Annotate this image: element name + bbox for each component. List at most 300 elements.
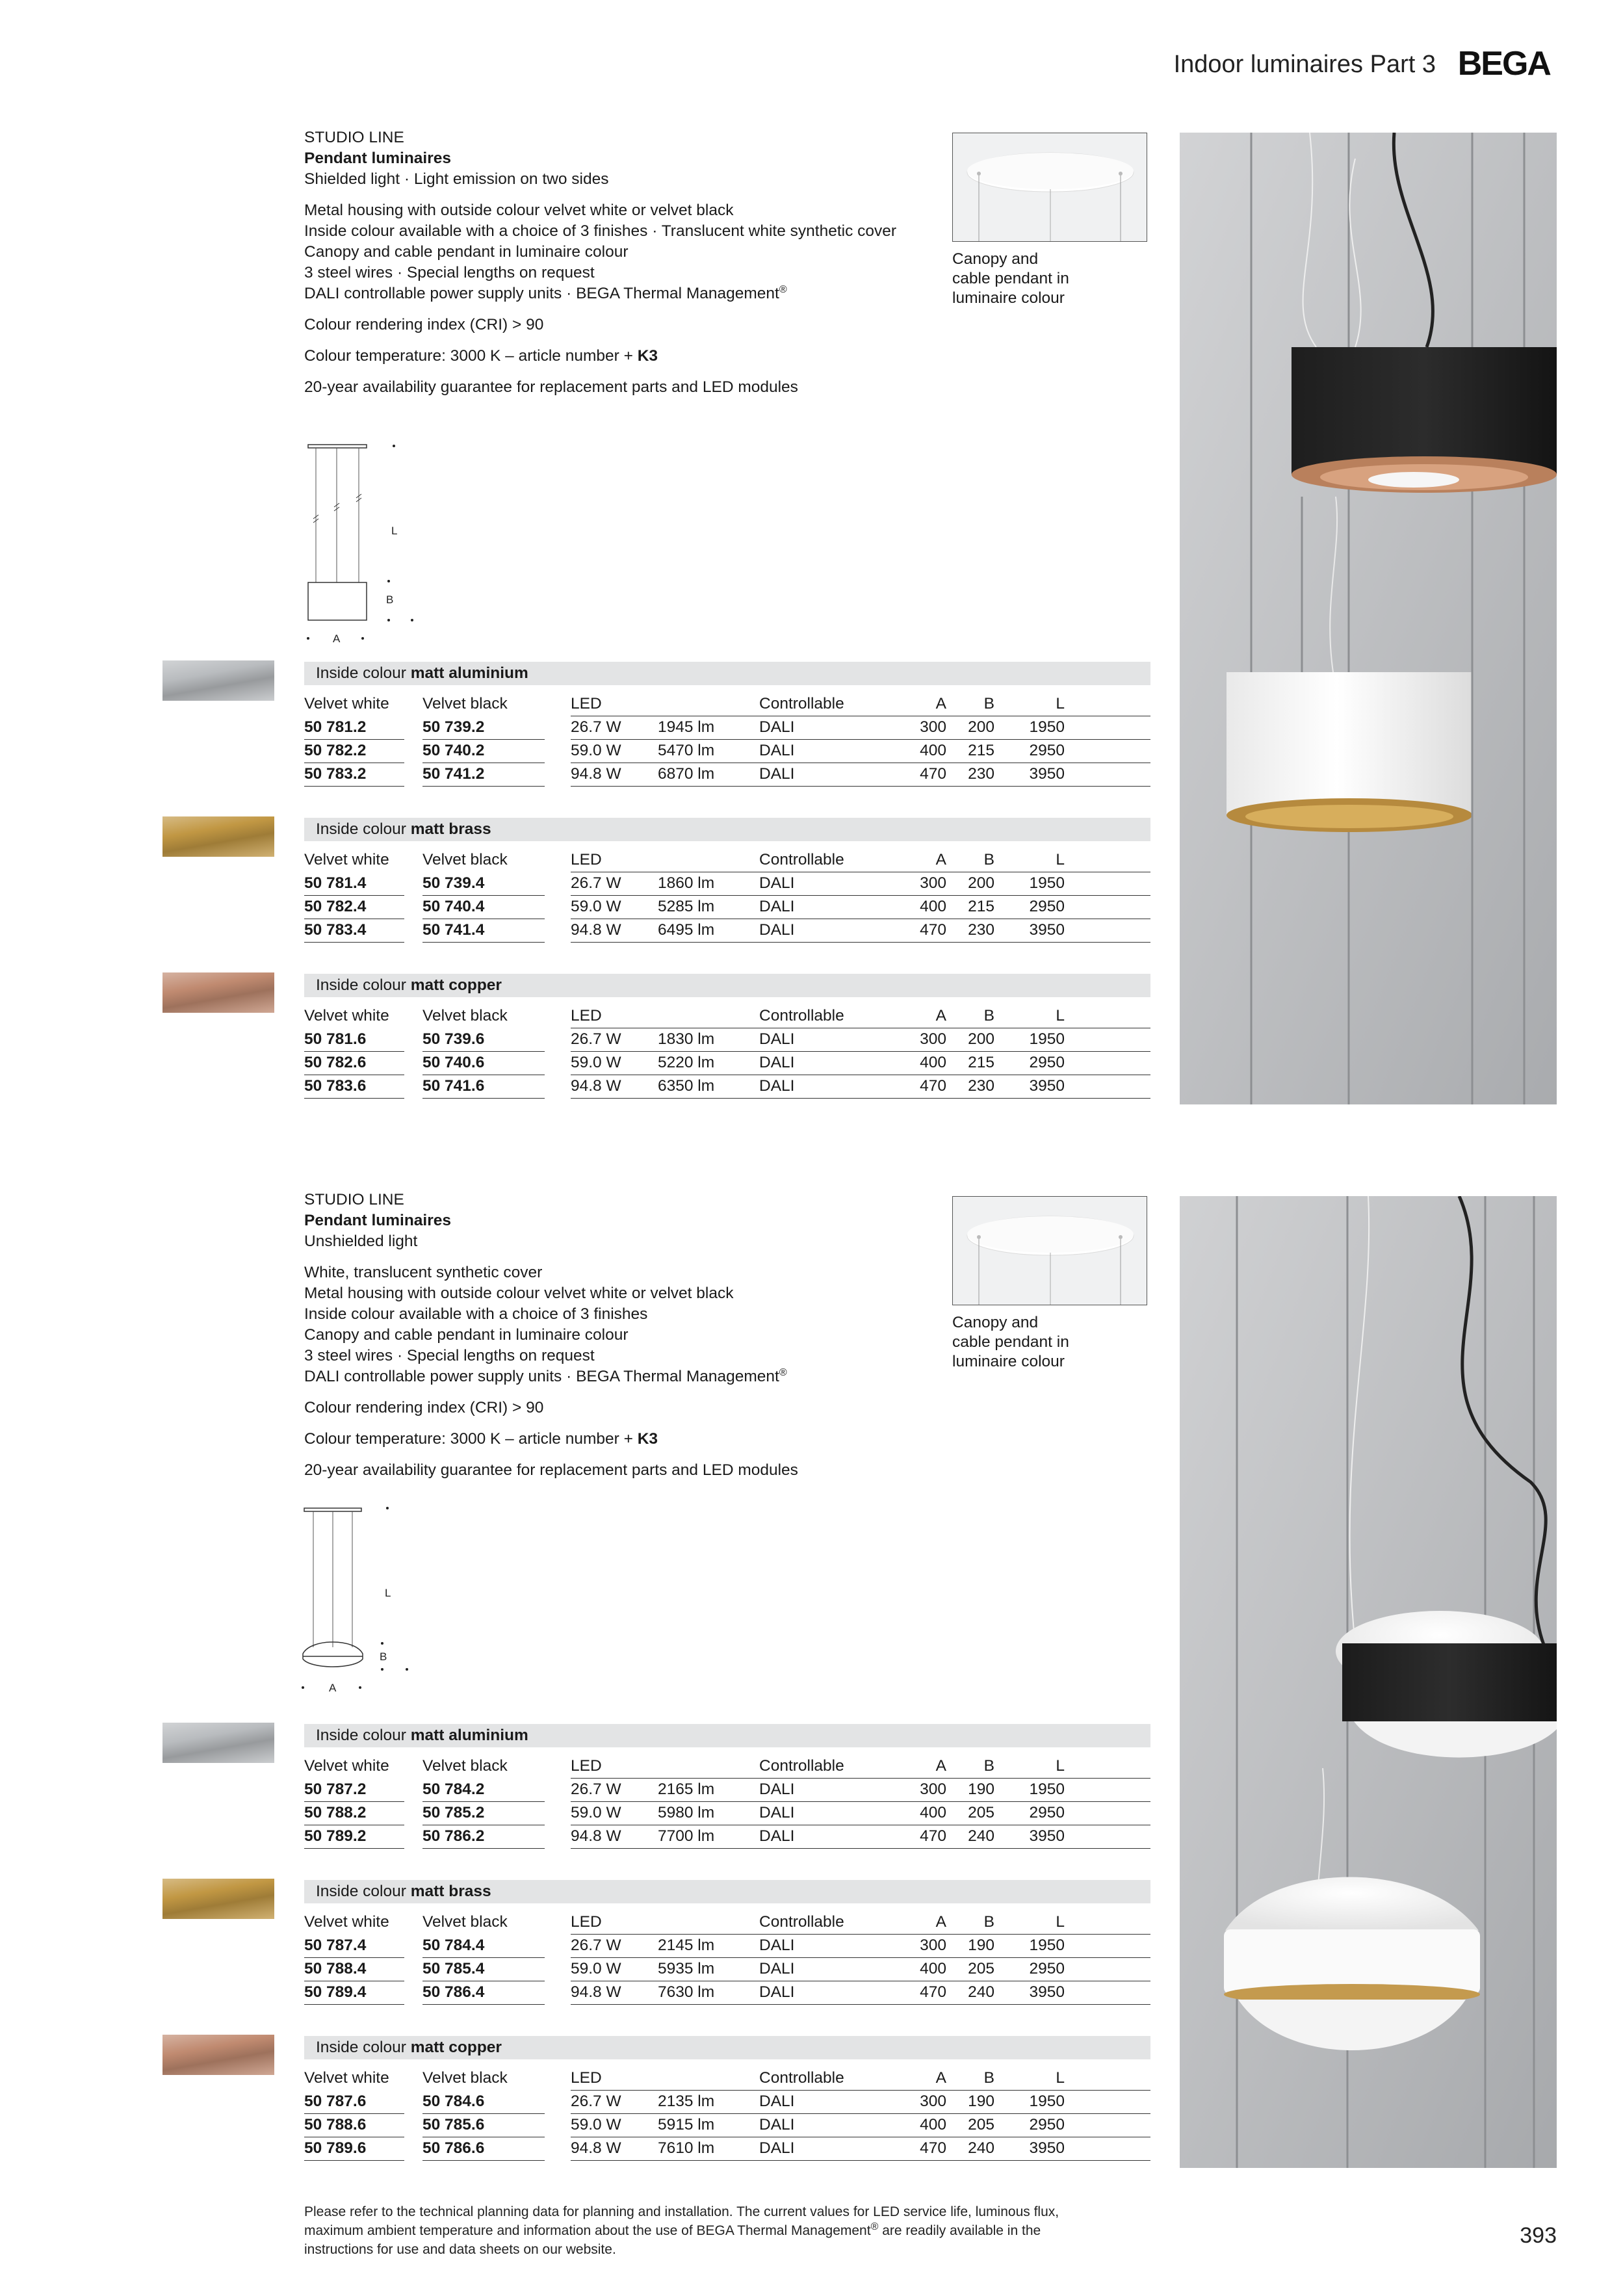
footer-note [304,2202,1169,2259]
table-cell: 50 787.6 [304,2093,367,2110]
caption-line: luminaire colour [952,289,1065,307]
product-type: Pendant luminaires [304,150,452,167]
table-cell: 230 [968,765,994,783]
table-cell: 2165 lm [658,1781,715,1798]
table-cell: 1945 lm [658,718,715,736]
column-header: A [935,1007,946,1024]
product-subtitle: Unshielded light [304,1233,418,1250]
table-cell: DALI [759,742,795,759]
table-cell: 470 [920,921,946,939]
table-cell: 470 [920,1077,946,1095]
product-line-name: STUDIO LINE [304,1191,404,1208]
table-cell: 1860 lm [658,874,715,892]
table-cell: 200 [968,1030,994,1048]
finish-prefix: Inside colour [316,1883,411,1900]
finish-header-bar [304,2036,1150,2059]
table-cell: DALI [759,1827,795,1845]
dimension-label-l: L [385,1587,391,1599]
table-row [304,1028,1150,1052]
table-cell: 50 788.4 [304,1960,367,1977]
finish-header-bar [304,974,1150,997]
canopy-image [952,1196,1147,1305]
table-cell: 205 [968,1804,994,1821]
table-cell: 215 [968,898,994,915]
table-cell: 59.0 W [571,898,621,915]
table-cell: 7630 lm [658,1983,715,2001]
table-cell: 50 739.4 [422,874,485,892]
section1-description [304,127,941,398]
table-row [304,919,1150,943]
table-cell: 94.8 W [571,921,621,939]
table-cell: 400 [920,898,946,915]
row-underline [304,2004,404,2005]
colour-temperature-line: Colour temperature: 3000 K – article number + K3 [304,347,658,365]
table-cell: 50 740.4 [422,898,485,915]
colour-temperature-line: Colour temperature: 3000 K – article number + K3 [304,1430,658,1448]
spec-table [304,662,1150,787]
caption-line: cable pendant in [952,270,1069,287]
table-row [304,740,1150,763]
table-cell: 50 781.6 [304,1030,367,1048]
finish-header-bar [304,818,1150,841]
table-cell: 50 741.4 [422,921,485,939]
table-cell: 50 789.4 [304,1983,367,2001]
table-row [304,1958,1150,1981]
table-cell: 5935 lm [658,1960,715,1977]
table-cell: 5285 lm [658,898,715,915]
column-header: Velvet black [422,1007,508,1024]
product-line-name: STUDIO LINE [304,129,404,146]
spec-table [304,1880,1150,2005]
table-cell: 240 [968,2139,994,2157]
table-cell: 5980 lm [658,1804,715,1821]
table-cell: 26.7 W [571,1781,621,1798]
spec-table [304,818,1150,943]
canopy-caption [952,250,1147,308]
table-cell: DALI [759,2116,795,2133]
table-cell: 190 [968,1937,994,1954]
column-header: Velvet black [422,2069,508,2087]
caption-line: cable pendant in [952,1333,1069,1351]
finish-swatch [162,816,274,857]
table-header-row [304,1755,1150,1779]
finish-swatch [162,660,274,701]
column-header: Velvet black [422,851,508,868]
column-header: Controllable [759,1007,844,1024]
row-underline [571,2160,1150,2161]
table-cell: 300 [920,1781,946,1798]
table-cell: 6350 lm [658,1077,715,1095]
table-cell: 50 786.2 [422,1827,485,1845]
column-header: A [935,695,946,712]
table-cell: 50 785.2 [422,1804,485,1821]
table-cell: 200 [968,874,994,892]
dimension-drawing-unshielded [298,1499,428,1733]
column-header: LED [571,1913,602,1931]
table-cell: 50 786.6 [422,2139,485,2157]
dimension-label-b: B [386,594,394,606]
table-cell: 3950 [1029,1827,1065,1845]
row-underline [304,1848,404,1849]
dimension-label-b: B [380,1650,387,1663]
table-cell: 50 782.6 [304,1054,367,1071]
dimension-label-l: L [391,525,398,537]
table-cell: DALI [759,898,795,915]
table-cell: 50 784.6 [422,2093,485,2110]
catalog-section-title: Indoor luminaires Part 3 [1173,51,1436,78]
table-cell: 50 783.2 [304,765,367,783]
feature-line: Canopy and cable pendant in luminaire colour [304,243,629,261]
table-cell: 2950 [1029,898,1065,915]
table-cell: 50 739.2 [422,718,485,736]
table-row [304,2137,1150,2161]
feature-line: 3 steel wires · Special lengths on request [304,264,595,281]
table-cell: 400 [920,742,946,759]
table-row [304,763,1150,787]
table-cell: 470 [920,765,946,783]
table-cell: 50 781.2 [304,718,367,736]
table-cell: DALI [759,1937,795,1954]
canopy-illustration [953,133,1147,242]
table-cell: 2950 [1029,1054,1065,1071]
canopy-image [952,133,1147,242]
table-cell: 2950 [1029,1960,1065,1977]
table-cell: 26.7 W [571,718,621,736]
feature-line: Canopy and cable pendant in luminaire colour [304,1326,629,1344]
table-cell: 50 788.6 [304,2116,367,2133]
table-cell: 400 [920,2116,946,2133]
table-cell: 6495 lm [658,921,715,939]
table-cell: 300 [920,718,946,736]
table-cell: 50 785.6 [422,2116,485,2133]
table-cell: 1950 [1029,718,1065,736]
column-header: Velvet white [304,1007,389,1024]
table-cell: 3950 [1029,1077,1065,1095]
row-underline [571,1848,1150,1849]
table-cell: 50 739.6 [422,1030,485,1048]
table-cell: 400 [920,1960,946,1977]
table-cell: 50 785.4 [422,1960,485,1977]
table-cell: 3950 [1029,765,1065,783]
table-cell: DALI [759,874,795,892]
table-row [304,1935,1150,1958]
finish-header-bar [304,1724,1150,1747]
column-header: A [935,1913,946,1931]
table-cell: 50 783.6 [304,1077,367,1095]
table-row [304,2091,1150,2114]
table-cell: 26.7 W [571,874,621,892]
page-number: 393 [1520,2223,1557,2248]
product-photo-unshielded [1180,1196,1557,2168]
table-cell: 205 [968,2116,994,2133]
spec-table [304,974,1150,1099]
guarantee-line: 20-year availability guarantee for replacement parts and LED modules [304,378,798,396]
table-cell: 5470 lm [658,742,715,759]
table-cell: 6870 lm [658,765,715,783]
row-underline [304,2160,404,2161]
table-cell: DALI [759,1077,795,1095]
column-header: Velvet white [304,2069,389,2087]
table-cell: 50 740.6 [422,1054,485,1071]
column-header: Velvet black [422,695,508,712]
guarantee-line: 20-year availability guarantee for replacement parts and LED modules [304,1461,798,1479]
section2-description [304,1190,941,1481]
table-cell: 50 789.6 [304,2139,367,2157]
table-cell: 400 [920,1804,946,1821]
table-row [304,1779,1150,1802]
column-header: B [983,695,994,712]
finish-name: matt brass [410,1883,491,1900]
row-underline [422,1848,545,1849]
canopy-illustration [953,1197,1147,1305]
column-header: Controllable [759,1913,844,1931]
table-cell: 94.8 W [571,2139,621,2157]
column-header: L [1056,1757,1065,1775]
table-cell: 2950 [1029,742,1065,759]
dimension-label-a: A [333,633,341,645]
table-cell: 50 786.4 [422,1983,485,2001]
table-cell: 230 [968,921,994,939]
table-cell: DALI [759,1781,795,1798]
finish-name: matt copper [410,976,502,994]
column-header: Controllable [759,1757,844,1775]
caption-line: luminaire colour [952,1353,1065,1370]
row-underline [571,1098,1150,1099]
column-header: LED [571,1007,602,1024]
feature-line: Inside colour available with a choice of 3 finishes [304,1305,648,1323]
finish-swatch [162,972,274,1013]
table-row [304,1075,1150,1099]
table-cell: 5220 lm [658,1054,715,1071]
table-header-row [304,1911,1150,1935]
table-cell: 50 789.2 [304,1827,367,1845]
feature-line: White, translucent synthetic cover [304,1264,543,1281]
column-header: LED [571,851,602,868]
table-cell: 59.0 W [571,2116,621,2133]
table-cell: 1830 lm [658,1030,715,1048]
column-header: Velvet black [422,1913,508,1931]
table-cell: 215 [968,1054,994,1071]
caption-line: Canopy and [952,250,1039,268]
finish-header-bar [304,662,1150,685]
footer-line: Please refer to the technical planning data for planning and installation. The current values for LED service life, luminous flux, [304,2204,1059,2219]
table-cell: 2950 [1029,1804,1065,1821]
table-cell: DALI [759,2093,795,2110]
table-cell: DALI [759,1030,795,1048]
table-header-row [304,1005,1150,1028]
table-cell: DALI [759,1960,795,1977]
footer-line: instructions for use and data sheets on our website. [304,2242,616,2257]
table-cell: 50 741.6 [422,1077,485,1095]
table-cell: DALI [759,765,795,783]
product-type: Pendant luminaires [304,1212,452,1229]
table-row [304,2114,1150,2137]
column-header: Velvet white [304,695,389,712]
column-header: B [983,1757,994,1775]
row-underline [304,1098,404,1099]
table-cell: 50 741.2 [422,765,485,783]
table-cell: 215 [968,742,994,759]
cri-line: Colour rendering index (CRI) > 90 [304,1399,544,1416]
table-cell: 50 782.4 [304,898,367,915]
column-header: LED [571,695,602,712]
column-header: Controllable [759,2069,844,2087]
column-header: Velvet black [422,1757,508,1775]
column-header: B [983,851,994,868]
column-header: B [983,2069,994,2087]
table-cell: 50 787.2 [304,1781,367,1798]
table-cell: 50 781.4 [304,874,367,892]
row-underline [304,942,404,943]
table-cell: 190 [968,1781,994,1798]
cri-line: Colour rendering index (CRI) > 90 [304,316,544,333]
column-header: L [1056,2069,1065,2087]
feature-line-dali: DALI controllable power supply units · BEGA Thermal Management® [304,283,787,302]
table-cell: 300 [920,874,946,892]
dimension-drawing-shielded [298,436,428,670]
table-cell: 240 [968,1827,994,1845]
table-cell: DALI [759,2139,795,2157]
table-cell: DALI [759,1983,795,2001]
table-cell: 50 784.4 [422,1937,485,1954]
finish-prefix: Inside colour [316,820,411,838]
column-header: Velvet white [304,1757,389,1775]
table-cell: 300 [920,1937,946,1954]
table-row [304,1981,1150,2005]
table-cell: 26.7 W [571,1030,621,1048]
table-cell: 5915 lm [658,2116,715,2133]
table-cell: 240 [968,1983,994,2001]
column-header: L [1056,1913,1065,1931]
table-cell: 59.0 W [571,1960,621,1977]
caption-line: Canopy and [952,1314,1039,1331]
table-cell: 26.7 W [571,2093,621,2110]
table-cell: 190 [968,2093,994,2110]
feature-line: Inside colour available with a choice of 3 finishes · Translucent white synthetic cover [304,222,897,240]
table-cell: 3950 [1029,1983,1065,2001]
table-header-row [304,849,1150,872]
table-cell: 300 [920,2093,946,2110]
table-cell: 50 740.2 [422,742,485,759]
finish-name: matt aluminium [410,664,528,682]
column-header: A [935,851,946,868]
table-header-row [304,693,1150,716]
table-row [304,1802,1150,1825]
column-header: Controllable [759,851,844,868]
finish-prefix: Inside colour [316,1727,411,1744]
row-underline [422,786,545,787]
spec-table [304,1724,1150,1849]
column-header: L [1056,695,1065,712]
spec-table [304,2036,1150,2161]
finish-swatch [162,2035,274,2075]
finish-swatch [162,1879,274,1919]
column-header: Velvet white [304,851,389,868]
column-header: L [1056,851,1065,868]
column-header: B [983,1007,994,1024]
column-header: B [983,1913,994,1931]
table-cell: 1950 [1029,2093,1065,2110]
table-cell: 50 783.4 [304,921,367,939]
table-cell: 205 [968,1960,994,1977]
feature-line-dali: DALI controllable power supply units · BEGA Thermal Management® [304,1366,787,1385]
table-cell: DALI [759,921,795,939]
column-header: A [935,1757,946,1775]
table-cell: 59.0 W [571,1054,621,1071]
row-underline [304,786,404,787]
column-header: Velvet white [304,1913,389,1931]
row-underline [422,1098,545,1099]
table-header-row [304,2067,1150,2091]
finish-name: matt copper [410,2039,502,2056]
feature-line: Metal housing with outside colour velvet white or velvet black [304,1285,734,1302]
table-cell: 50 784.2 [422,1781,485,1798]
row-underline [422,2160,545,2161]
column-header: L [1056,1007,1065,1024]
table-row [304,872,1150,896]
table-cell: 7700 lm [658,1827,715,1845]
table-cell: 3950 [1029,921,1065,939]
product-photo-shielded [1180,133,1557,1104]
footer-line: maximum ambient temperature and information about the use of BEGA Thermal Management® are readily available in the [304,2221,1041,2238]
table-cell: 1950 [1029,1937,1065,1954]
feature-line: 3 steel wires · Special lengths on request [304,1347,595,1364]
table-cell: DALI [759,1054,795,1071]
table-cell: 50 787.4 [304,1937,367,1954]
table-cell: 50 782.2 [304,742,367,759]
column-header: Controllable [759,695,844,712]
row-underline [571,2004,1150,2005]
table-cell: 1950 [1029,1030,1065,1048]
table-row [304,716,1150,740]
table-cell: 2950 [1029,2116,1065,2133]
finish-prefix: Inside colour [316,976,411,994]
table-cell: 94.8 W [571,1827,621,1845]
table-cell: 2135 lm [658,2093,715,2110]
table-cell: 94.8 W [571,765,621,783]
finish-name: matt brass [410,820,491,838]
table-cell: 200 [968,718,994,736]
finish-swatch [162,1723,274,1763]
table-cell: 94.8 W [571,1983,621,2001]
table-cell: 470 [920,1827,946,1845]
table-cell: 470 [920,1983,946,2001]
table-cell: 230 [968,1077,994,1095]
table-cell: DALI [759,1804,795,1821]
row-underline [571,942,1150,943]
table-cell: 59.0 W [571,1804,621,1821]
column-header: LED [571,1757,602,1775]
table-cell: 59.0 W [571,742,621,759]
table-row [304,1825,1150,1849]
finish-header-bar [304,1880,1150,1903]
table-cell: 1950 [1029,874,1065,892]
table-cell: 7610 lm [658,2139,715,2157]
table-cell: DALI [759,718,795,736]
table-cell: 50 788.2 [304,1804,367,1821]
column-header: LED [571,2069,602,2087]
feature-line: Metal housing with outside colour velvet white or velvet black [304,202,734,219]
table-cell: 470 [920,2139,946,2157]
table-cell: 3950 [1029,2139,1065,2157]
brand-logo: BEGA [1457,45,1550,83]
finish-prefix: Inside colour [316,664,411,682]
dimension-label-a: A [329,1682,337,1694]
row-underline [422,942,545,943]
table-cell: 2145 lm [658,1937,715,1954]
table-cell: 26.7 W [571,1937,621,1954]
finish-name: matt aluminium [410,1727,528,1744]
